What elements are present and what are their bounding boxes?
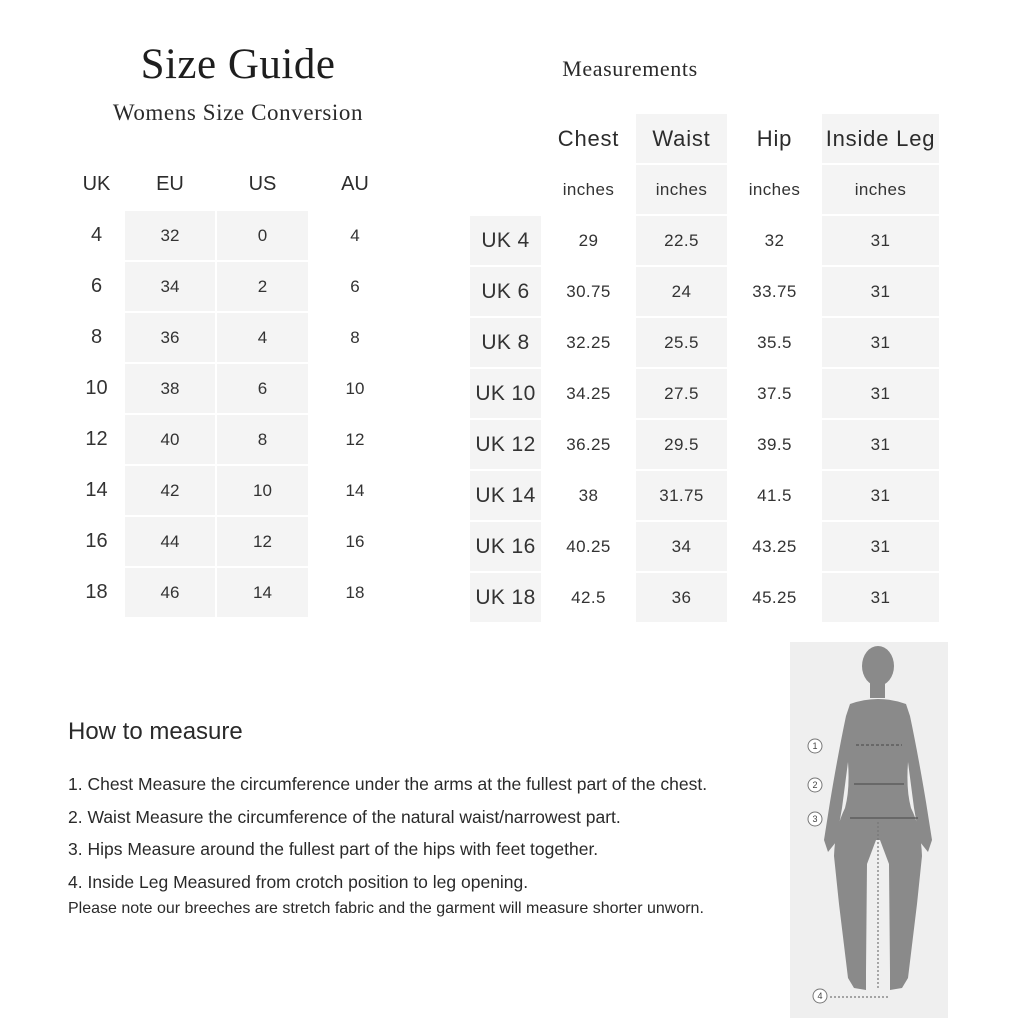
cell-us: 14 — [217, 568, 308, 617]
cell-size: UK 4 — [470, 216, 541, 265]
table-row — [470, 522, 939, 571]
cell-au: 14 — [345, 480, 365, 500]
cell-chest: 38 — [578, 485, 599, 505]
cell-size: UK 18 — [470, 573, 541, 622]
cell-uk: 10 — [85, 377, 108, 399]
cell-waist: 36 — [636, 573, 727, 622]
size-conversion-table — [68, 158, 402, 619]
cell-us: 4 — [217, 313, 308, 362]
header-inside-leg: Inside Leg — [822, 114, 939, 163]
cell-hip: 45.25 — [752, 587, 797, 607]
cell-uk: 8 — [90, 326, 103, 348]
cell-eu: 42 — [125, 466, 215, 515]
unit-blank — [470, 165, 541, 214]
cell-hip: 39.5 — [757, 434, 792, 454]
cell-inside-leg: 31 — [822, 522, 939, 571]
measure-steps-list — [68, 770, 707, 900]
marker-2: 2 — [812, 780, 818, 790]
cell-waist: 34 — [636, 522, 727, 571]
cell-size: UK 14 — [470, 471, 541, 520]
cell-waist: 29.5 — [636, 420, 727, 469]
cell-inside-leg: 31 — [822, 267, 939, 316]
page-title: Size Guide — [140, 41, 336, 88]
cell-size: UK 12 — [470, 420, 541, 469]
unit-chest: inches — [562, 179, 615, 199]
units-row — [470, 165, 939, 214]
cell-chest: 36.25 — [566, 434, 611, 454]
cell-size: UK 10 — [470, 369, 541, 418]
unit-hip: inches — [748, 179, 801, 199]
cell-waist: 27.5 — [636, 369, 727, 418]
table-header-row — [70, 160, 400, 209]
cell-inside-leg: 31 — [822, 369, 939, 418]
unit-waist: inches — [636, 165, 727, 214]
cell-hip: 43.25 — [752, 536, 797, 556]
cell-chest: 34.25 — [566, 383, 611, 403]
list-item: 4. Inside Leg Measured from crotch position to leg opening. — [68, 871, 529, 892]
table-row — [470, 369, 939, 418]
table-row — [470, 216, 939, 265]
cell-us: 2 — [217, 262, 308, 311]
cell-us: 0 — [217, 211, 308, 260]
measurements-table — [468, 112, 941, 624]
cell-waist: 31.75 — [636, 471, 727, 520]
cell-hip: 35.5 — [757, 332, 792, 352]
cell-uk: 12 — [85, 428, 108, 450]
cell-inside-leg: 31 — [822, 216, 939, 265]
cell-eu: 44 — [125, 517, 215, 566]
table-row — [470, 420, 939, 469]
cell-inside-leg: 31 — [822, 318, 939, 367]
cell-au: 8 — [350, 327, 360, 347]
cell-uk: 16 — [85, 530, 108, 552]
table-row — [70, 415, 400, 464]
cell-eu: 40 — [125, 415, 215, 464]
cell-us: 10 — [217, 466, 308, 515]
cell-chest: 42.5 — [571, 587, 606, 607]
unit-inside-leg: inches — [822, 165, 939, 214]
cell-uk: 18 — [85, 581, 108, 603]
header-hip: Hip — [756, 125, 793, 151]
list-item: 3. Hips Measure around the fullest part of the hips with feet together. — [68, 839, 599, 859]
cell-hip: 41.5 — [757, 485, 792, 505]
cell-us: 8 — [217, 415, 308, 464]
cell-us: 6 — [217, 364, 308, 413]
cell-eu: 38 — [125, 364, 215, 413]
list-item: 2. Waist Measure the circumference of the natural waist/narrowest part. — [68, 806, 621, 827]
cell-uk: 4 — [90, 224, 103, 246]
cell-au: 16 — [345, 531, 365, 551]
cell-hip: 32 — [764, 230, 785, 250]
table-row — [70, 262, 400, 311]
cell-eu: 46 — [125, 568, 215, 617]
cell-waist: 22.5 — [636, 216, 727, 265]
table-header-row — [470, 114, 939, 163]
list-item: 1. Chest Measure the circumference under the arms at the fullest part of the chest. — [68, 774, 708, 794]
table-row — [470, 471, 939, 520]
cell-hip: 37.5 — [757, 383, 792, 403]
marker-1: 1 — [812, 741, 818, 751]
cell-au: 18 — [345, 582, 365, 602]
how-to-measure-title: How to measure — [68, 718, 243, 745]
table-row — [70, 211, 400, 260]
measurements-title: Measurements — [562, 56, 698, 81]
cell-inside-leg: 31 — [822, 471, 939, 520]
cell-inside-leg: 31 — [822, 420, 939, 469]
cell-size: UK 6 — [470, 267, 541, 316]
stretch-fabric-note: Please note our breeches are stretch fabric and the garment will measure shorter unworn. — [68, 900, 704, 917]
header-au: AU — [341, 173, 369, 195]
table-row — [70, 466, 400, 515]
cell-size: UK 8 — [470, 318, 541, 367]
cell-au: 4 — [350, 225, 360, 245]
cell-size: UK 16 — [470, 522, 541, 571]
table-row — [70, 364, 400, 413]
cell-chest: 29 — [578, 230, 599, 250]
header-us: US — [248, 173, 277, 195]
marker-3: 3 — [812, 814, 818, 824]
header-chest: Chest — [557, 125, 620, 151]
header-uk: UK — [82, 173, 111, 195]
cell-uk: 6 — [90, 275, 103, 297]
cell-uk: 14 — [85, 479, 108, 501]
cell-au: 6 — [350, 276, 360, 296]
cell-eu: 34 — [125, 262, 215, 311]
conversion-subtitle: Womens Size Conversion — [112, 100, 364, 125]
cell-au: 12 — [345, 429, 365, 449]
header-blank — [470, 114, 541, 163]
table-row — [470, 267, 939, 316]
body-silhouette-icon — [790, 642, 948, 1018]
cell-eu: 32 — [125, 211, 215, 260]
cell-waist: 24 — [636, 267, 727, 316]
header-waist: Waist — [636, 114, 727, 163]
table-row — [70, 568, 400, 617]
cell-au: 10 — [345, 378, 365, 398]
cell-hip: 33.75 — [752, 281, 797, 301]
cell-chest: 32.25 — [566, 332, 611, 352]
table-row — [470, 573, 939, 622]
cell-eu: 36 — [125, 313, 215, 362]
marker-icons — [808, 739, 827, 1003]
table-row — [70, 313, 400, 362]
table-row — [470, 318, 939, 367]
cell-us: 12 — [217, 517, 308, 566]
cell-inside-leg: 31 — [822, 573, 939, 622]
cell-waist: 25.5 — [636, 318, 727, 367]
table-row — [70, 517, 400, 566]
body-figure — [790, 642, 948, 1018]
marker-4: 4 — [817, 991, 823, 1001]
header-eu: EU — [156, 173, 184, 195]
cell-chest: 40.25 — [566, 536, 611, 556]
cell-chest: 30.75 — [566, 281, 611, 301]
